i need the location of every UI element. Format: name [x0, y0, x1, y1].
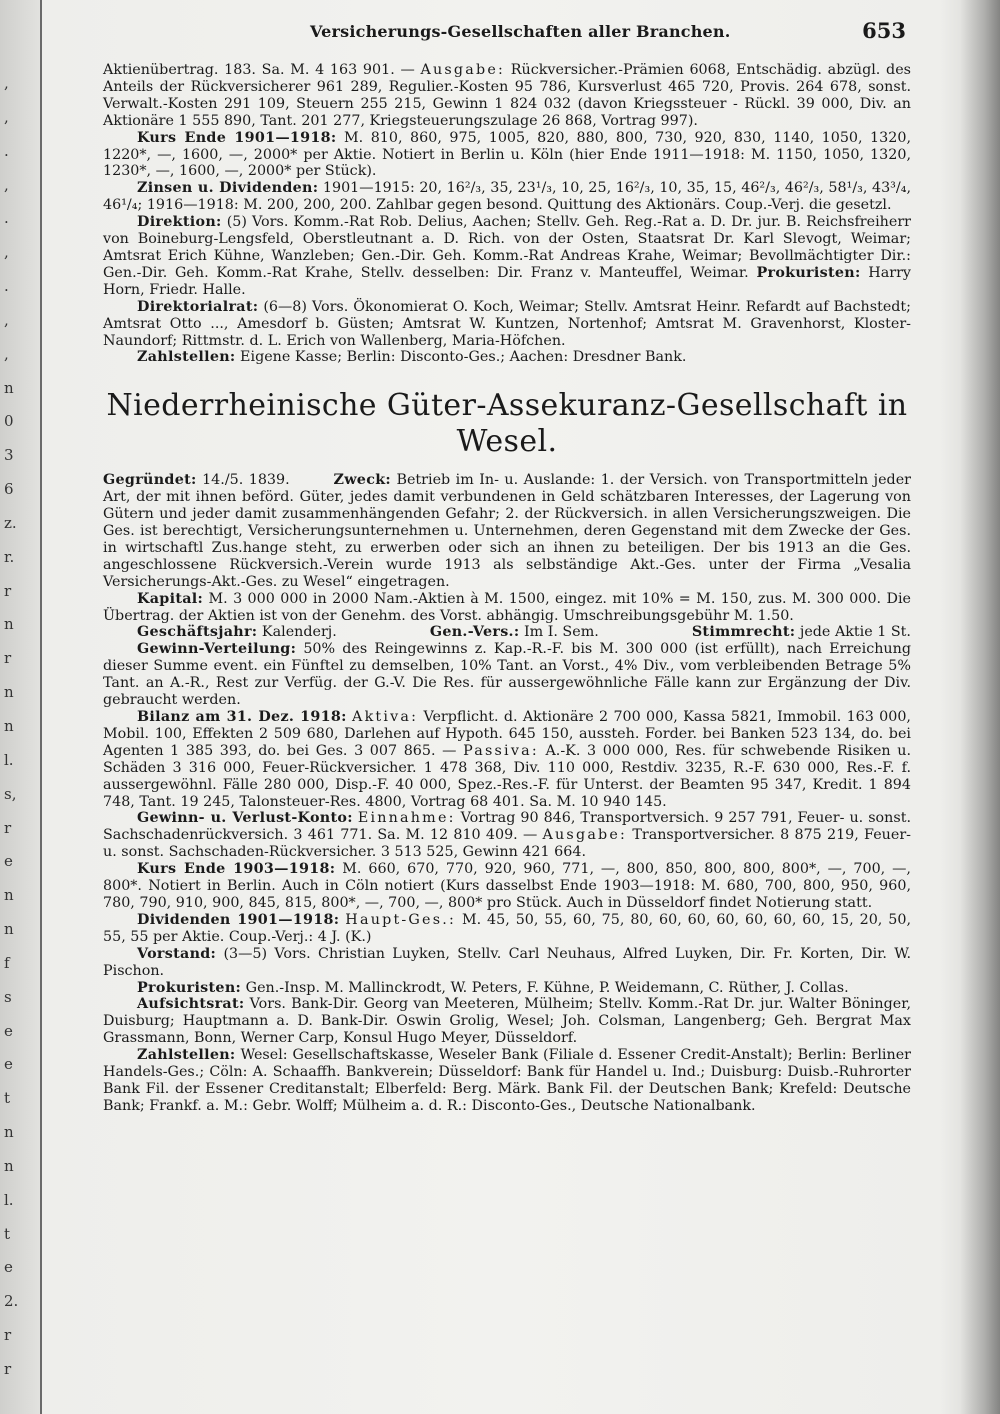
geschaeftsjahr-row: Geschäftsjahr: Kalenderj. Gen.-Vers.: Im I. Sem. Stimmrecht: jede Aktie 1 St. [137, 624, 911, 641]
running-title: Versicherungs-Gesellschaften aller Branchen. [310, 22, 731, 41]
direktion-paragraph: Direktion: (5) Vors. Komm.-Rat Rob. Delius, Aachen; Stellv. Geh. Reg.-Rat a. D. Dr. jur. B. Reichsfreiherr von Boineburg-Lengsfeld, Oberstleutnant a. D. Rich. von der Osten, Staatsrat Dr. Karl Slevogt, Weimar; Amtsrat Erich Kühne, Wanzleben; Gen.-Dir. Geh. Komm.-Rat Andreas Krahe, Weimar; Bevollmächtigter Dir.: Gen.-Dir. Geh. Komm.-Rat Krahe, Stellv. desselben: Dir. Franz v. Manteuffel, Weimar. Prokuristen: Harry Horn, Friedr. Halle. [103, 214, 911, 298]
zahlstellen-label: Zahlstellen: [137, 349, 236, 366]
prokuristen-paragraph: Prokuristen: Gen.-Insp. M. Mallinckrodt, W. Peters, F. Kühne, P. Weidemann, C. Rüther, J. Collas. [137, 979, 849, 996]
direktion-label: Direktion: [137, 214, 222, 231]
gutter-fragment: n [4, 920, 14, 938]
gutter-fragment: e [4, 1055, 13, 1073]
company-title: Niederrheinische Güter-Assekuranz-Gesellschaft in Wesel. [106, 388, 908, 460]
gutter-fragment: , [4, 243, 9, 261]
gewinn-verteilung-paragraph: Gewinn-Verteilung: 50% des Reingewinns z. Kap.-R.-F. bis M. 300 000 (ist erfüllt), nach Erreichung dieser Summe event. ein Fünftel zu demselben, 10% Tant. an Vorst., 4% Div., vom verbleibenden Betrage 5% Tant. an A.-R., Rest zur Verfüg. der G.-V. Die Res. für aussergewöhnliche Fälle kann zur Ergänzung der Div. gebraucht werden. [103, 641, 911, 709]
prokuristen-label: Prokuristen: [756, 264, 861, 281]
stimmrecht-label: Stimmrecht: [691, 624, 796, 641]
gutter-fragment: . [4, 209, 9, 227]
left-gutter-previous-column [0, 0, 42, 1414]
zinsen-label: Zinsen u. Dividenden: [137, 180, 319, 197]
gutter-fragment: e [4, 852, 13, 870]
gutter-fragment: n [4, 717, 14, 735]
gutter-fragment: n [4, 379, 14, 397]
gutter-fragment: , [4, 108, 9, 126]
gutter-fragment: , [4, 311, 9, 329]
gutter-fragment: r [4, 1326, 12, 1344]
bilanz-paragraph: Bilanz am 31. Dez. 1918: Aktiva: Verpflicht. d. Aktionäre 2 700 000, Kassa 5821, Immobil. 163 000, Mobil. 100, Effekten 2 509 680, Darlehen auf Hypoth. 645 150, aussteh. Forder. bei Banken 523 134, do. bei Agenten 1 385 393, do. bei Ges. 3 007 865. — Passiva: A.-K. 3 000 000, Res. für schwebende Risiken u. Schäden 3 316 000, Feuer-Rückversicher. 1 478 368, Div. 110 000, Restdiv. 3235, R.-F. 630 000, Res.-F. f. aussergewöhnl. Fälle 280 000, Disp.-F. 40 000, Spez.-Res.-F. für Unterst. der Beamten 95 347, Kredit. 1 894 748, Tant. 19 245, Talonsteuer-Res. 4800, Vortrag 68 401. Sa. M. 10 940 145. [103, 709, 911, 810]
gewinn-verlust-paragraph: Gewinn- u. Verlust-Konto: Einnahme: Vortrag 90 846, Transportversich. 9 257 791, Feuer- u. sonst. Sachschadenrückversich. 3 461 771. Sa. M. 12 810 409. — Ausgabe: Transportversicher. 8 875 219, Feuer- u. sonst. Sachschaden-Rückversicher. 3 513 525, Gewinn 421 664. [103, 810, 911, 861]
gutter-fragment: t [4, 1225, 11, 1243]
page-edge-shadow [960, 0, 1000, 1414]
zahlstellen-paragraph: Zahlstellen: Eigene Kasse; Berlin: Disconto-Ges.; Aachen: Dresdner Bank. [137, 349, 687, 366]
gutter-fragment: , [4, 74, 9, 92]
gutter-fragment: r [4, 649, 12, 667]
dividenden-paragraph: Dividenden 1901—1918: Haupt-Ges.: M. 45, 50, 55, 60, 75, 80, 60, 60, 60, 60, 60, 60, 15, 20, 50, 55, 55 per Aktie. Coup.-Verj.: 4 J. (K.) [103, 911, 912, 945]
gutter-fragment: r [4, 1360, 12, 1378]
gutter-fragment: n [4, 1157, 14, 1175]
gutter-fragment: , [4, 345, 9, 363]
gutter-fragment: n [4, 683, 14, 701]
bilanz-label: Bilanz am 31. Dez. 1918: [137, 709, 347, 725]
gutter-fragment: e [4, 1022, 13, 1040]
gegruendet-label: Gegründet: [103, 472, 197, 489]
direktorialrat-label: Direktorialrat: [137, 298, 259, 315]
zahlstellen-label-2: Zahlstellen: [137, 1047, 236, 1064]
kapital-paragraph: Kapital: M. 3 000 000 in 2000 Nam.-Aktien à M. 1500, eingez. mit 10% = M. 150, zus. M. 300 000. Die Übertrag. der Aktien ist von der Genehm. des Vorst. abhängig. Umschreibungsgebühr M. 1.50. [103, 590, 911, 624]
gewinn-verlust-label: Gewinn- u. Verlust-Konto: [137, 810, 353, 827]
gutter-fragment: l. [4, 1191, 14, 1209]
gutter-fragment: s [4, 988, 12, 1006]
zinsen-paragraph: Zinsen u. Dividenden: 1901—1915: 20, 16²/₃, 35, 23¹/₃, 10, 25, 16²/₃, 10, 35, 15, 46²/₃, 46²/₃, 58¹/₃, 43³/₄, 46¹/₄; 1916—1918: M. 200, 200, 200. Zahlbar gegen besond. Quittung des Aktionärs. Coup.-Verj. die gesetzl. [103, 180, 912, 214]
aufsichtsrat-label: Aufsichtsrat: [137, 996, 245, 1013]
aufsichtsrat-paragraph: Aufsichtsrat: Vors. Bank-Dir. Georg van Meeteren, Mülheim; Stellv. Komm.-Rat Dr. jur. Walter Böninger, Duisburg; Hauptmann a. D. Bank-Dir. Oswin Grolig, Wesel; Joh. Colsman, Langenberg; Geh. Bergrat Max Grassmann, Bonn, Werner Carp, Konsul Hugo Meyer, Düsseldorf. [103, 996, 911, 1047]
gutter-fragment: r [4, 819, 12, 837]
gutter-fragment: 3 [4, 446, 14, 464]
gutter-fragment: f [4, 954, 10, 972]
direktorialrat-paragraph: Direktorialrat: (6—8) Vors. Ökonomierat O. Koch, Weimar; Stellv. Amtsrat Heinr. Refardt auf Bachstedt; Amtsrat Otto ..., Amesdorf b. Güsten; Amtsrat W. Kuntzen, Nortenhof; Amtsrat M. Gravenhorst, Kloster-Naundorf; Rittmstr. d. L. Erich von Wallenberg, Maria-Höfchen. [103, 298, 911, 349]
kurs-1903-label: Kurs Ende 1903—1918: [137, 861, 336, 878]
zahlstellen-paragraph-2: Zahlstellen: Wesel: Gesellschaftskasse, Weseler Bank (Filiale d. Essener Credit-Anstalt); Berlin: Berliner Handels-Ges.; Cöln: A. Schaaffh. Bankverein; Düsseldorf: Bank für Handel u. Ind.; Duisburg: Duisb.-Ruhrorter Bank Fil. der Essener Creditanstalt; Elberfeld: Berg. Märk. Bank Fil. der Deutschen Bank; Krefeld: Deutsche Bank; Frankf. a. M.: Gebr. Wolff; Mülheim a. d. R.: Disconto-Ges., Deutsche Nationalbank. [103, 1047, 911, 1114]
page-header [100, 14, 912, 48]
zweck-label: Zweck: [333, 472, 391, 489]
gutter-fragment: e [4, 1258, 13, 1276]
kurs-label: Kurs Ende 1901—1918: [137, 129, 337, 146]
gutter-fragment: n [4, 1123, 14, 1141]
kurs-paragraph: Kurs Ende 1901—1918: M. 810, 860, 975, 1005, 820, 880, 800, 730, 920, 830, 1140, 1050, 1320, 1220*, —, 1600, —, 2000* per Aktie. Notiert in Berlin u. Köln (hier Ende 1911—1918: M. 1150, 1050, 1320, 1230*, —, 1600, —, 2000* per Stück). [103, 129, 911, 180]
ausgabe-paragraph: Aktienübertrag. 183. Sa. M. 4 163 901. — Ausgabe: Rückversicher.-Prämien 6068, Entschädig. abzügl. des Anteils der Rückversicherer 961 289, Regulier.-Kosten 95 786, Kursverlust 465 720, Provis. 264 678, sonst. Verwalt.-Kosten 291 109, Steuern 255 215, Gewinn 1 824 032 (davon Kriegssteuer - Rückl. 39 000, Div. an Aktionäre 1 555 890, Tant. 201 277, Kriegsteuerungszulage 26 868, Vortrag 997). [103, 62, 912, 129]
gutter-fragment: l. [4, 751, 14, 769]
gutter-fragment: , [4, 176, 9, 194]
gutter-fragment: 0 [4, 412, 14, 430]
gutter-fragment: r. [4, 548, 15, 566]
vorstand-label: Vorstand: [137, 945, 217, 962]
gutter-fragment: n [4, 886, 14, 904]
gutter-fragment: . [4, 277, 9, 295]
geschaeftsjahr-label: Geschäftsjahr: [137, 624, 258, 641]
kapital-label: Kapital: [137, 590, 204, 607]
kurs-1903-paragraph: Kurs Ende 1903—1918: M. 660, 670, 770, 920, 960, 771, —, 800, 850, 800, 800, 800*, —, 700, —, 800*. Notiert in Berlin. Auch in Cöln notiert (Kurs dasselbst Ende 1903—1918: M. 680, 700, 800, 950, 960, 780, 790, 910, 900, 845, 815, 800*, —, 700, —, 800* pro Stück. Auch in Düsseldorf findet Notierung statt. [103, 861, 911, 911]
dividenden-label: Dividenden 1901—1918: [137, 911, 340, 928]
gutter-fragment: n [4, 615, 14, 633]
gutter-fragment: t [4, 1089, 11, 1107]
vorstand-paragraph: Vorstand: (3—5) Vors. Christian Luyken, Stellv. Carl Neuhaus, Alfred Luyken, Dir. Fr. Korten, Dir. W. Pischon. [103, 945, 911, 979]
gutter-fragment: s, [4, 785, 17, 803]
gutter-fragment: r [4, 582, 12, 600]
gutter-fragment: . [4, 142, 9, 160]
page-body [103, 62, 911, 1115]
gegruendet-zweck-paragraph: Gegründet: 14./5. 1839. Zweck: Betrieb im In- u. Auslande: 1. der Versich. von Transportmitteln jeder Art, der mit ihnen beförd. Güter, jedes damit verbundenen in Geld schätzbaren Interesses, der Lagerung von Gütern und jeder damit zusammenhängenden Gefahr; 2. der Rückversich. in allen Versicherungszweigen. Die Ges. ist berechtigt, Versicherungsunternehmen u. Unternehmen, deren Gegenstand mit dem Zwecke der Ges. in wirtschaftl Zus.hange steht, zu erwerben oder sich an ihnen zu beteiligen. Der bis 1913 an die Ges. angeschlossene Rückversich.-Verein wurde 1913 als selbständige Akt.-Ges. unter der Firma „Vesalia Versicherungs-Akt.-Ges. zu Wesel“ eingetragen. [103, 472, 911, 590]
gewinn-verteilung-label: Gewinn-Verteilung: [137, 641, 297, 658]
prokuristen-label-2: Prokuristen: [137, 979, 242, 996]
gutter-fragment: 6 [4, 480, 14, 498]
gen-vers-label: Gen.-Vers.: [429, 624, 520, 641]
gutter-fragment: z. [4, 514, 17, 532]
gutter-fragment: 2. [4, 1292, 19, 1310]
page-number: 653 [862, 18, 906, 43]
